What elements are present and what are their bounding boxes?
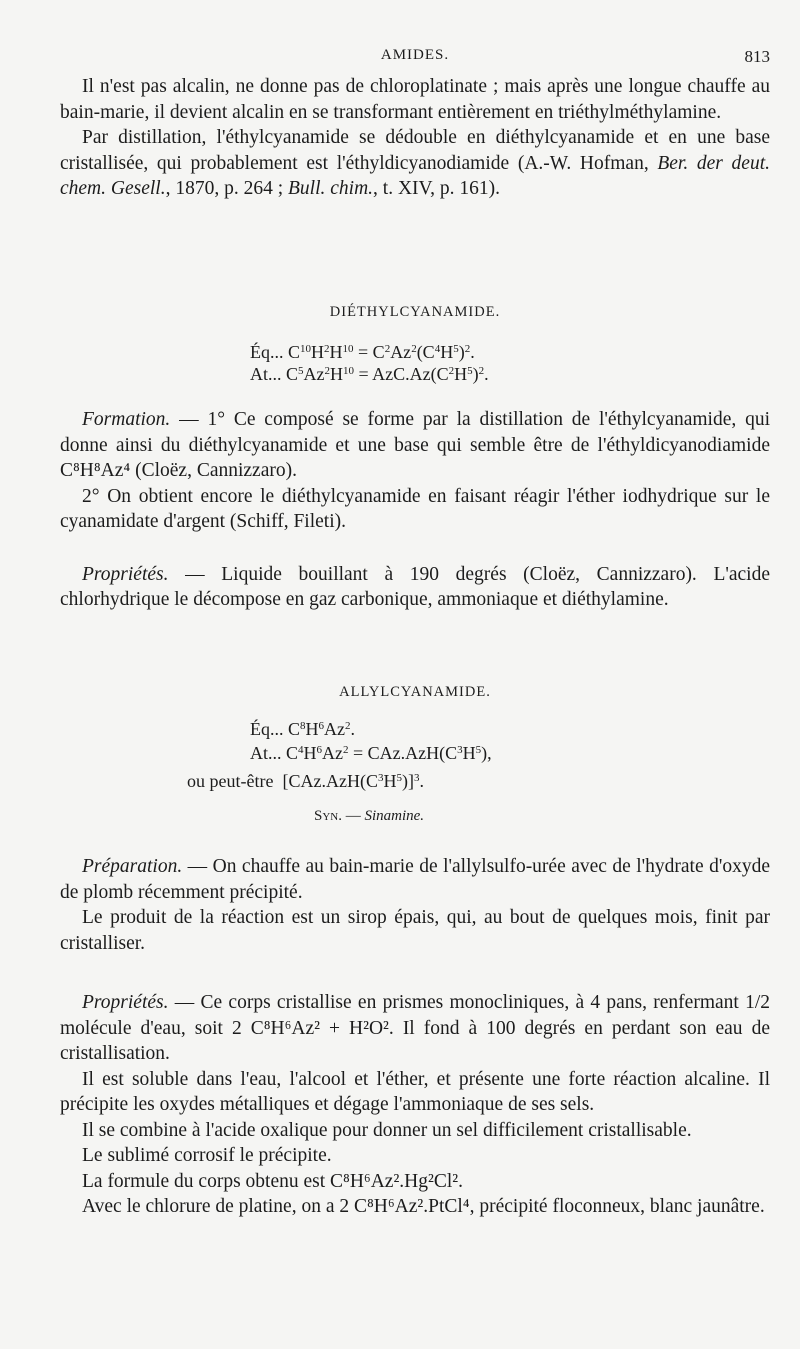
reference-ber: Ber. der deut. chem. Gesell. xyxy=(60,152,770,199)
section1-body xyxy=(60,407,770,613)
preparation-paragraph-2: Le produit de la réaction est un sirop épais, qui, au bout de quelques mois, finit par cristalliser. xyxy=(60,907,770,954)
formula-at-2: At... $C^4H^6Az^2 = CAz.AzH(C^3H^5)$, xyxy=(250,743,492,763)
p2-text-a: Par distillation, l'éthylcyanamide se dédouble en diéthylcyanamide et en une base cristallisée, qui probablement est l'éthyldicyanodiamide (A.-W. Hofman, xyxy=(60,127,770,174)
properties-text: — Liquide bouillant à 190 degrés (Cloëz, Cannizzaro). L'acide chlorhydrique le décompose en gaz carbonique, ammoniaque et diéthylamine. xyxy=(60,563,770,610)
formula-at-1: At... $C^5Az^2H^{10} = AzC.Az(C^2H^5)^2$. xyxy=(250,364,489,384)
p2-text-c: , t. XIV, p. 161). xyxy=(373,178,500,199)
properties-label-2: Propriétés. xyxy=(82,992,169,1013)
eq-label: Éq... xyxy=(250,342,284,362)
at-label-2: At... xyxy=(250,743,282,763)
formation-label: Formation. xyxy=(82,409,171,430)
formation-paragraph xyxy=(60,407,770,484)
p2-text-b: , 1870, p. 264 ; xyxy=(165,178,289,199)
section2-body xyxy=(60,854,770,1220)
paragraph-1: Il n'est pas alcalin, ne donne pas de chloroplatinate ; mais après une longue chauffe au bain-marie, il devient alcalin en se transformant entièrement en triéthylméthylamine. xyxy=(60,76,770,123)
preparation-text: — On chauffe au bain-marie de l'allylsulfo-urée avec de l'hydrate d'oxyde de plomb récemment précipité. xyxy=(60,856,770,903)
running-title: AMIDES. xyxy=(380,47,450,63)
page-header xyxy=(60,47,770,71)
properties-label: Propriétés. xyxy=(82,563,169,585)
paragraph-2 xyxy=(60,125,770,202)
syn-value: Sinamine. xyxy=(364,808,425,824)
properties-paragraph xyxy=(60,562,770,613)
reference-bull: Bull. chim. xyxy=(288,178,374,199)
formation-paragraph-2: 2° On obtient encore le diéthylcyanamide en faisant réagir l'éther iodhydrique sur le cyanamidate d'argent (Schiff, Fileti). xyxy=(60,485,770,532)
preparation-paragraph xyxy=(60,854,770,905)
preparation-label: Préparation. xyxy=(82,856,183,877)
or-label: ou peut-être xyxy=(187,771,274,791)
paragraph-intro xyxy=(60,74,770,202)
synonym-line xyxy=(314,808,424,825)
properties-paragraph-2 xyxy=(60,990,770,1067)
eq-label-2: Éq... xyxy=(250,719,284,739)
formula-eq-2: Éq... $C^8H^6Az^2$. xyxy=(250,719,356,739)
section-title-allylcyanamide: ALLYLCYANAMIDE. xyxy=(339,684,491,700)
page-number: 813 xyxy=(744,47,770,66)
properties-paragraph-3: Il est soluble dans l'eau, l'alcool et l'éther, et présente une forte réaction alcaline. Il précipite les oxydes métalliques et dégage l'ammoniaque de ses sels. xyxy=(60,1068,770,1115)
properties-paragraph-7: Avec le chlorure de platine, on a 2 C⁸H⁶Az².PtCl⁴, précipité floconneux, blanc jaunâtre. xyxy=(82,1196,765,1217)
properties-text-2: — Ce corps cristallise en prismes monocliniques, à 4 pans, renfermant 1/2 molécule d'eau, soit 2 C⁸H⁶Az² + H²O². Il fond à 100 degrés en perdant son eau de cristallisation. xyxy=(60,992,770,1064)
properties-paragraph-6: La formule du corps obtenu est C⁸H⁶Az².Hg²Cl². xyxy=(82,1170,463,1192)
formula-eq-1: Éq... $C^{10}H^2H^{10} = C^2Az^2(C^4H^5)^2$. xyxy=(250,342,475,362)
at-label: At... xyxy=(250,364,282,384)
properties-paragraph-5: Le sublimé corrosif le précipite. xyxy=(82,1145,332,1166)
formula-alt-2: ou peut-être $[CAz.AzH(C^3H^5)]^3$. xyxy=(187,771,424,791)
formation-text: — 1° Ce composé se forme par la distillation de l'éthylcyanamide, qui donne ainsi du diéthylcyanamide et une base qui semble être de l'éthyldicyanodiamide C⁸H⁸Az⁴ (Cloëz, Cannizzaro). xyxy=(60,409,770,481)
section-title-diethylcyanamide: DIÉTHYLCYANAMIDE. xyxy=(329,304,501,320)
syn-label: Syn. — xyxy=(314,808,361,824)
properties-paragraph-4: Il se combine à l'acide oxalique pour donner un sel difficilement cristallisable. xyxy=(82,1119,692,1141)
